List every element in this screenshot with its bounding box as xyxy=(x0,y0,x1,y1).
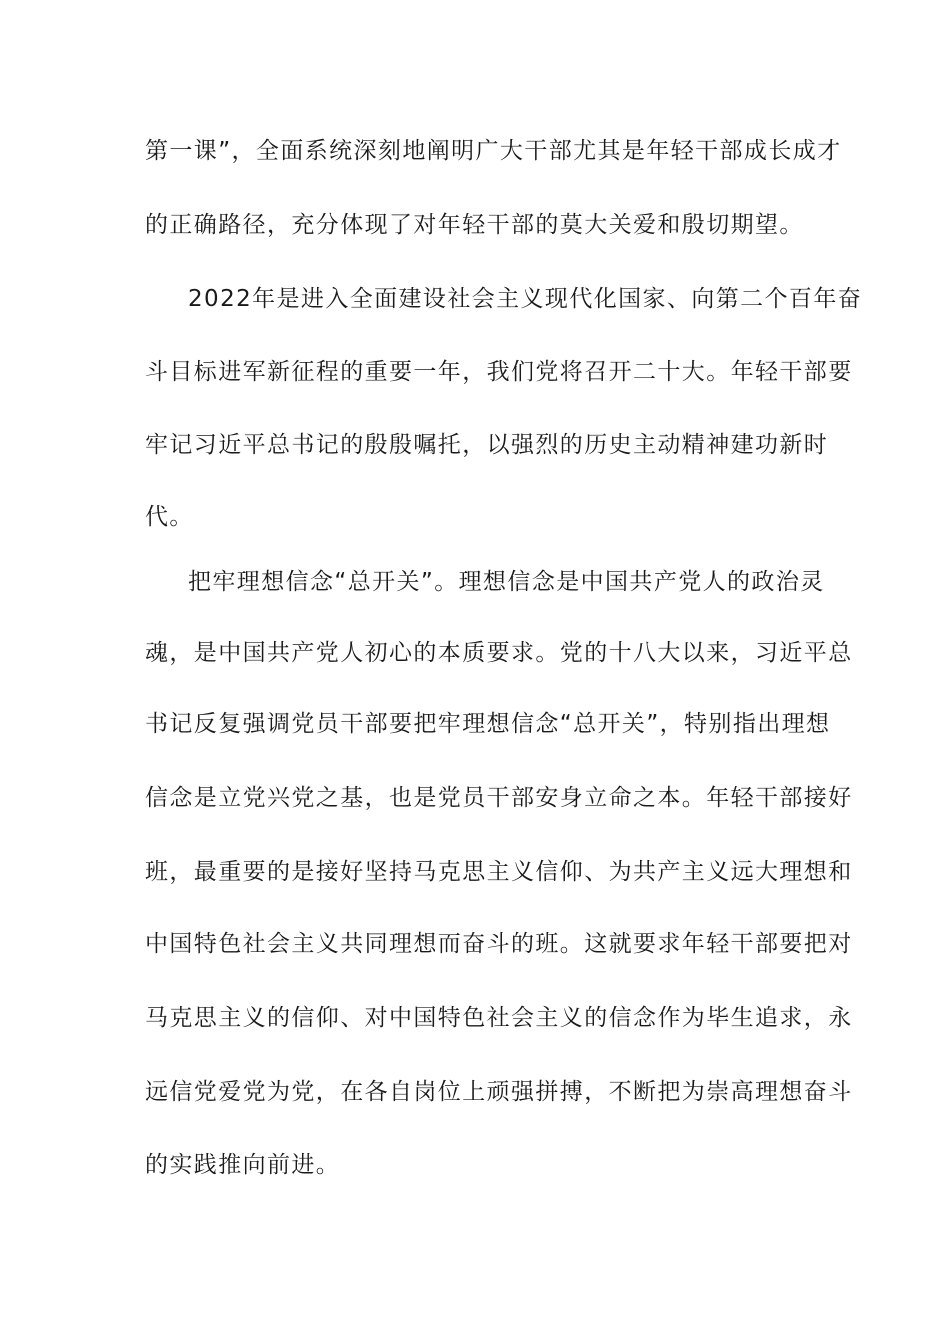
text-line: 书记反复强调党员干部要把牢理想信念“总开关”，特别指出理想 xyxy=(145,711,831,737)
paragraph-start-line: 2022年是进入全面建设社会主义现代化国家、向第二个百年奋 xyxy=(188,286,863,312)
text-line: 斗目标进军新征程的重要一年，我们党将召开二十大。年轻干部要 xyxy=(145,359,853,385)
text-line: 远信党爱党为党，在各自岗位上顽强拼搏，不断把为崇高理想奋斗 xyxy=(145,1079,853,1105)
text-line: 的实践推向前进。 xyxy=(145,1152,341,1178)
text-line: 代。 xyxy=(145,504,194,530)
text-line: 第一课”，全面系统深刻地阐明广大干部尤其是年轻干部成长成才 xyxy=(145,138,842,164)
text-line: 的正确路径，充分体现了对年轻干部的莫大关爱和殷切期望。 xyxy=(145,212,804,238)
text-line: 魂，是中国共产党人初心的本质要求。党的十八大以来，习近平总 xyxy=(145,640,853,666)
text-line: 中国特色社会主义共同理想而奋斗的班。这就要求年轻干部要把对 xyxy=(145,931,853,957)
text-line: 马克思主义的信仰、对中国特色社会主义的信念作为毕生追求，永 xyxy=(145,1005,853,1031)
text-line: 班，最重要的是接好坚持马克思主义信仰、为共产主义远大理想和 xyxy=(145,859,853,885)
text-line: 牢记习近平总书记的殷殷嘱托，以强烈的历史主动精神建功新时 xyxy=(145,432,829,458)
text-line: 信念是立党兴党之基，也是党员干部安身立命之本。年轻干部接好 xyxy=(145,785,853,811)
paragraph-start-line: 把牢理想信念“总开关”。理想信念是中国共产党人的政治灵 xyxy=(188,569,825,595)
